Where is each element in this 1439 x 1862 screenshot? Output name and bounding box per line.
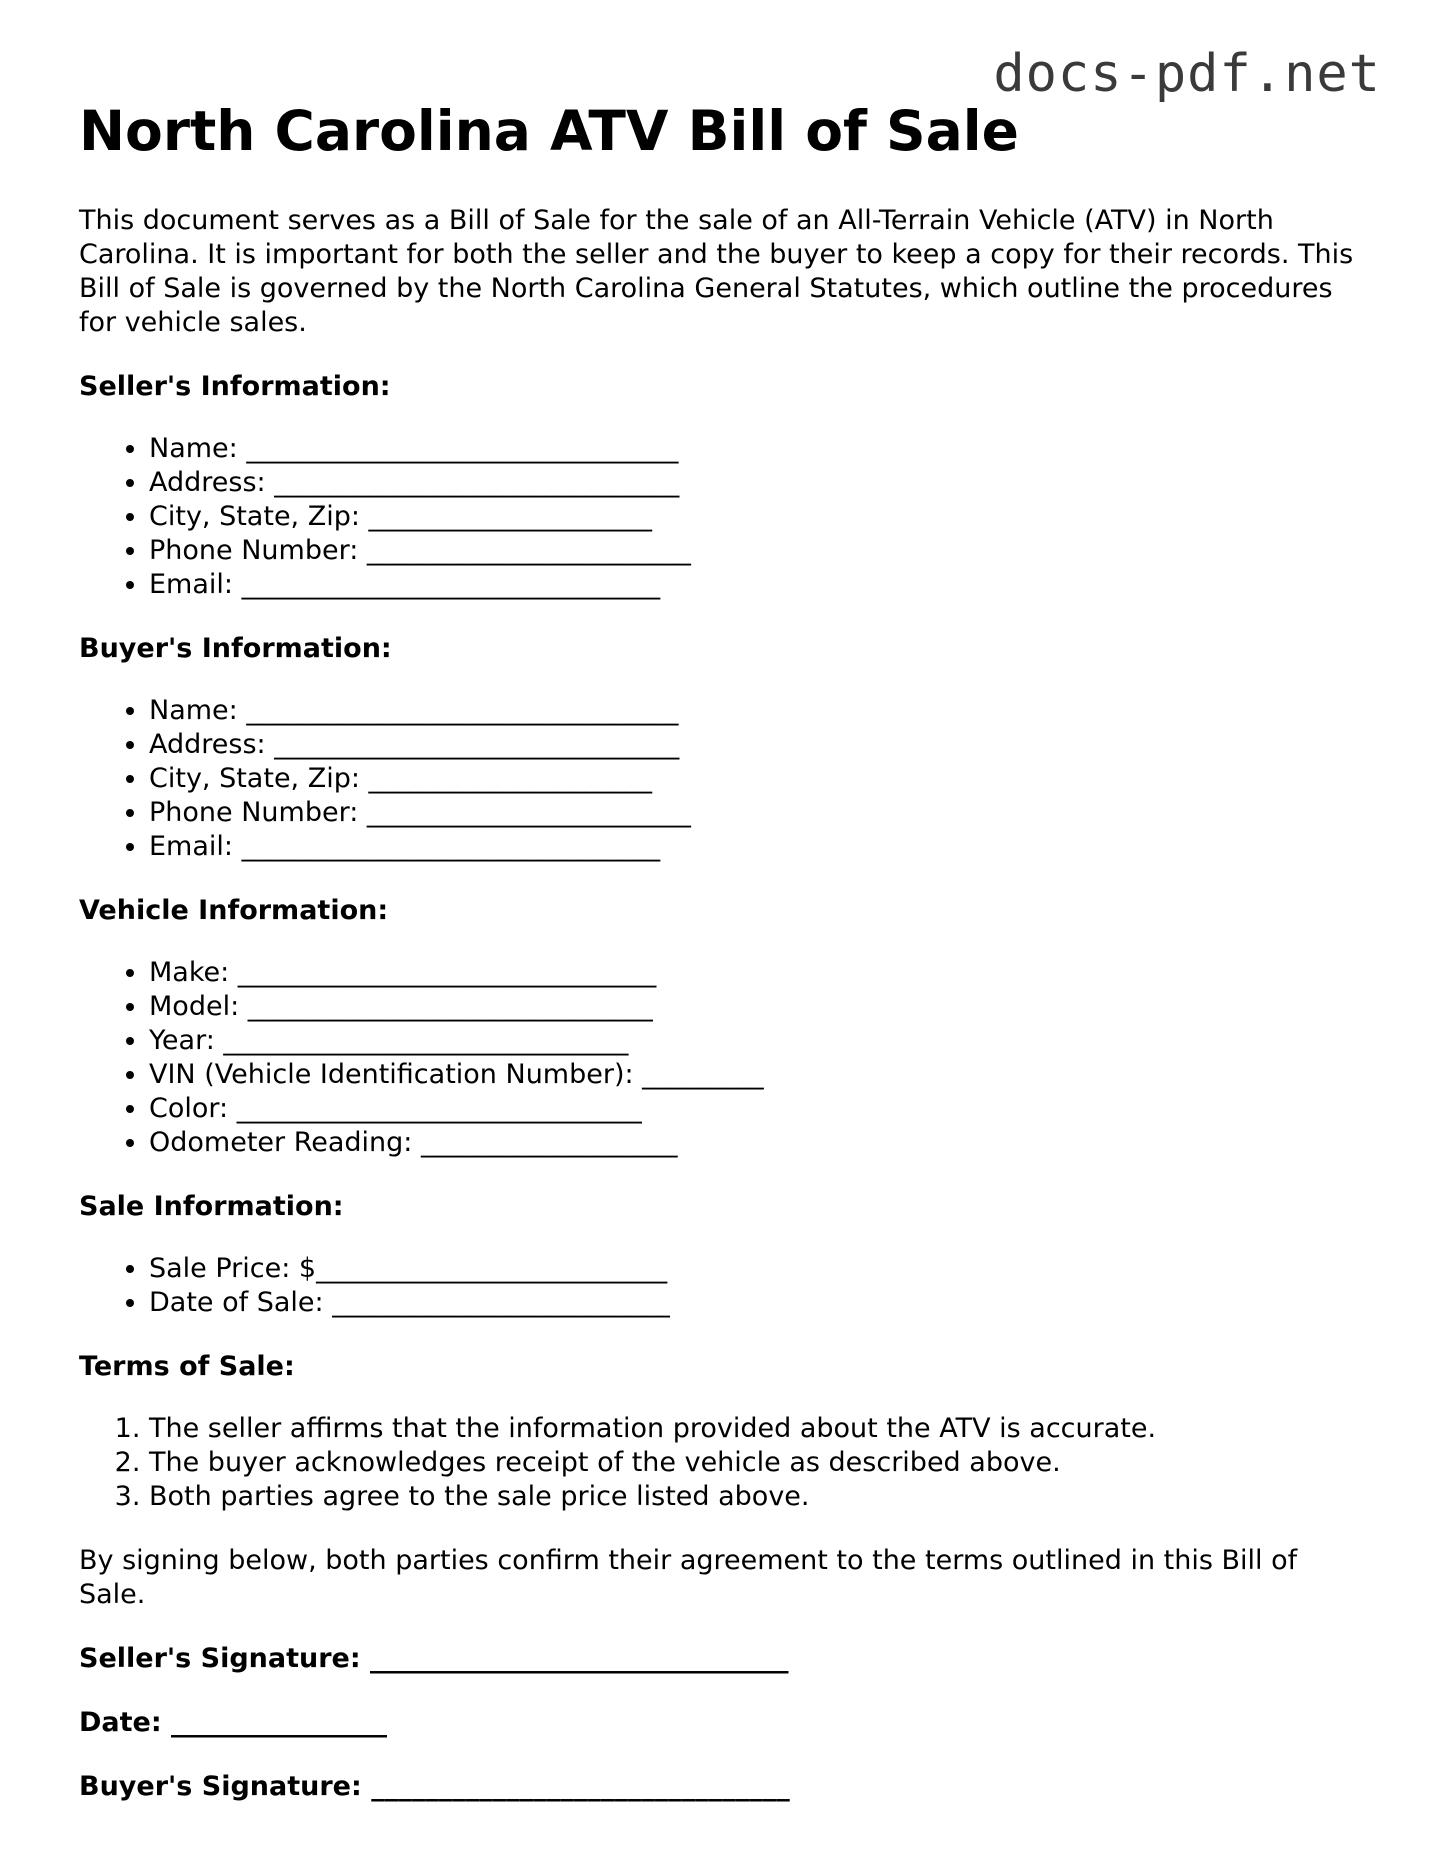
buyer-heading: Buyer's Information: bbox=[79, 633, 392, 664]
vehicle-make-field: • Make: _______________________________ bbox=[149, 956, 1369, 990]
seller-phone-field: • Phone Number: ________________________ bbox=[149, 534, 1369, 568]
seller-signature-line: Seller's Signature: _______________________________ bbox=[79, 1643, 789, 1674]
vehicle-vin-field: • VIN (Vehicle Identification Number): _________ bbox=[149, 1058, 1369, 1092]
page-title: North Carolina ATV Bill of Sale bbox=[79, 99, 1019, 163]
terms-list bbox=[79, 1412, 1369, 1514]
buyer-city-state-zip-field: • City, State, Zip: _____________________ bbox=[149, 762, 1369, 796]
sale-heading: Sale Information: bbox=[79, 1191, 344, 1222]
seller-name-field: • Name: ________________________________ bbox=[149, 432, 1369, 466]
vehicle-odometer-field: • Odometer Reading: ___________________ bbox=[149, 1126, 1369, 1160]
terms-heading: Terms of Sale: bbox=[79, 1351, 295, 1382]
buyer-fields bbox=[79, 694, 1369, 864]
intro-paragraph: This document serves as a Bill of Sale for the sale of an All-Terrain Vehicle (ATV) in North Carolina. It is important for both the seller and the buyer to keep a copy for their records. This Bill of Sale is governed by the North Carolina General Statutes, which outline the procedures for vehicle sales. bbox=[79, 205, 1354, 338]
document-page bbox=[79, 98, 1369, 1804]
watermark: docs-pdf.net bbox=[993, 44, 1381, 104]
vehicle-color-field: • Color: ______________________________ bbox=[149, 1092, 1369, 1126]
vehicle-heading: Vehicle Information: bbox=[79, 895, 389, 926]
buyer-email-field: • Email: _______________________________ bbox=[149, 830, 1369, 864]
seller-city-state-zip-field: • City, State, Zip: _____________________ bbox=[149, 500, 1369, 534]
sale-price-field: • Sale Price: $__________________________ bbox=[149, 1252, 1369, 1286]
sale-date-field: • Date of Sale: _________________________ bbox=[149, 1286, 1369, 1320]
buyer-signature-line: Buyer's Signature: _______________________________ bbox=[79, 1771, 790, 1802]
buyer-address-field: • Address: ______________________________ bbox=[149, 728, 1369, 762]
sale-fields bbox=[79, 1252, 1369, 1320]
term-item: 1. The seller affirms that the information provided about the ATV is accurate. bbox=[149, 1412, 1369, 1446]
seller-email-field: • Email: _______________________________ bbox=[149, 568, 1369, 602]
term-item: 2. The buyer acknowledges receipt of the vehicle as described above. bbox=[149, 1446, 1369, 1480]
vehicle-year-field: • Year: ______________________________ bbox=[149, 1024, 1369, 1058]
vehicle-fields bbox=[79, 956, 1369, 1160]
seller-address-field: • Address: ______________________________ bbox=[149, 466, 1369, 500]
seller-fields bbox=[79, 432, 1369, 602]
seller-heading: Seller's Information: bbox=[79, 371, 391, 402]
term-item: 3. Both parties agree to the sale price listed above. bbox=[149, 1480, 1369, 1514]
signature-date-line: Date: ________________ bbox=[79, 1707, 388, 1738]
buyer-phone-field: • Phone Number: ________________________ bbox=[149, 796, 1369, 830]
closing-paragraph: By signing below, both parties confirm their agreement to the terms outlined in this Bill of Sale. bbox=[79, 1545, 1298, 1610]
vehicle-model-field: • Model: ______________________________ bbox=[149, 990, 1369, 1024]
buyer-name-field: • Name: ________________________________ bbox=[149, 694, 1369, 728]
